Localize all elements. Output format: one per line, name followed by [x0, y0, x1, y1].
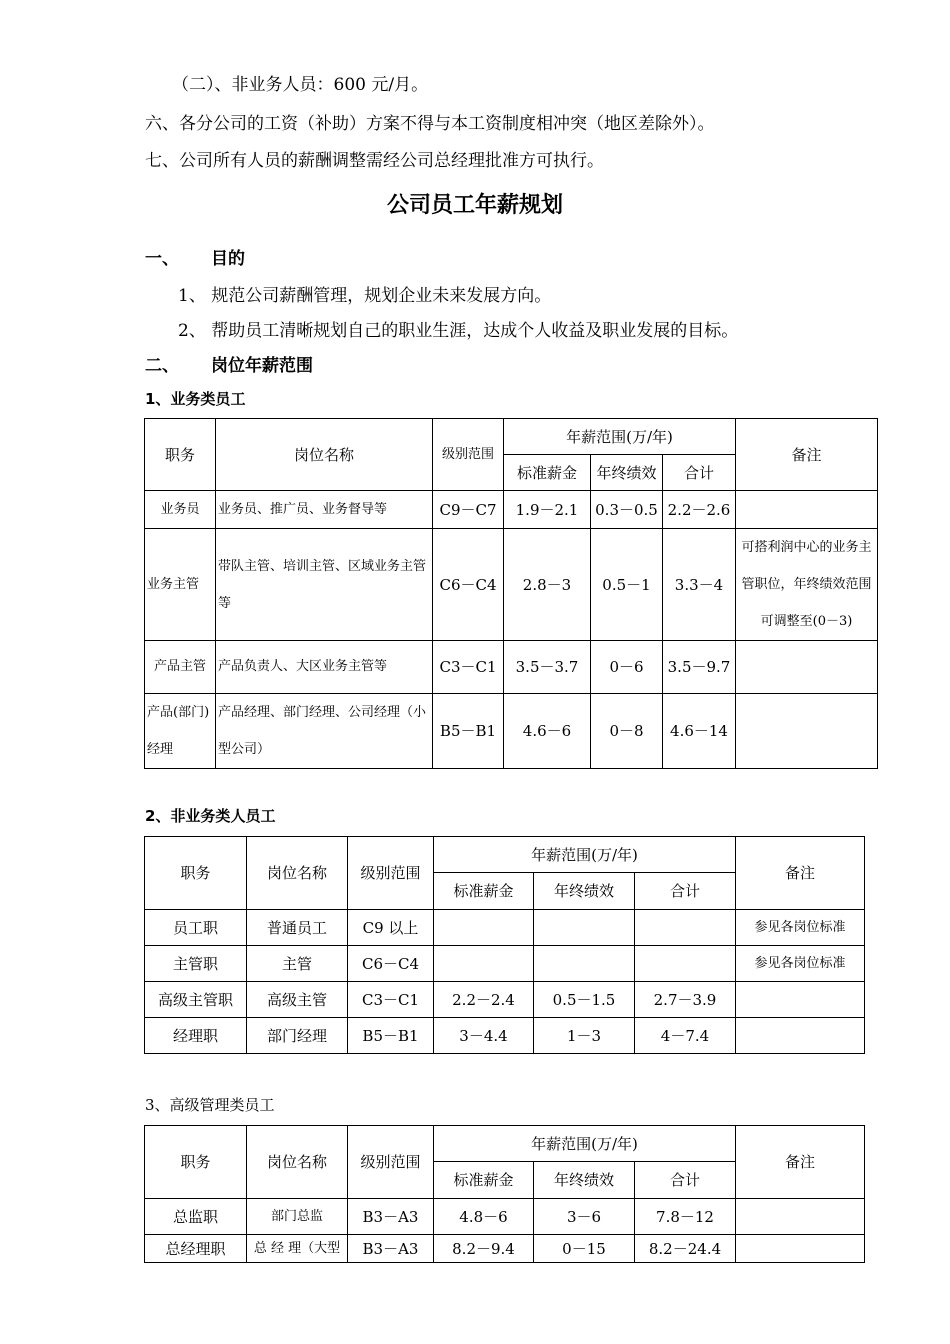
cell-duty: 总监职 — [145, 1199, 247, 1235]
cell-position: 主管 — [247, 946, 348, 982]
salary-table-business — [144, 418, 878, 769]
table-row — [145, 1199, 865, 1235]
cell-level: C3－C1 — [348, 982, 434, 1018]
cell-remark — [736, 694, 878, 769]
table-row — [145, 1018, 865, 1054]
cell-remark — [736, 1018, 865, 1054]
cell-remark — [736, 641, 878, 694]
cell-bonus: 0.5－1.5 — [534, 982, 635, 1018]
cell-position: 带队主管、培训主管、区域业务主管等 — [216, 529, 433, 641]
header-bonus: 年终绩效 — [534, 1162, 635, 1199]
table-label: 2、非业务类人员工 — [145, 807, 276, 825]
table-label: 3、高级管理类员工 — [145, 1096, 275, 1114]
cell-duty: 高级主管职 — [145, 982, 247, 1018]
cell-total — [635, 910, 736, 946]
cell-remark — [736, 982, 865, 1018]
header-remark: 备注 — [736, 837, 865, 910]
table-row — [145, 694, 878, 769]
cell-total: 8.2－24.4 — [635, 1235, 736, 1263]
cell-level: C6－C4 — [348, 946, 434, 982]
table-row — [145, 982, 865, 1018]
cell-position: 总 经 理（大型 — [247, 1235, 348, 1263]
salary-table-management — [144, 1125, 865, 1263]
salary-table-nonbusiness — [144, 836, 865, 1054]
text-line: 七、公司所有人员的薪酬调整需经公司总经理批准方可执行。 — [145, 151, 604, 171]
cell-duty: 产品主管 — [145, 641, 216, 694]
table-row — [145, 946, 865, 982]
cell-level: C9－C7 — [433, 491, 504, 529]
cell-level: B3－A3 — [348, 1199, 434, 1235]
cell-standard: 2.8－3 — [504, 529, 591, 641]
header-total: 合计 — [635, 1162, 736, 1199]
cell-remark — [736, 491, 878, 529]
cell-duty: 业务主管 — [145, 529, 216, 641]
header-position: 岗位名称 — [247, 1126, 348, 1199]
cell-duty: 业务员 — [145, 491, 216, 529]
table-label: 1、业务类员工 — [145, 390, 246, 408]
cell-duty: 总经理职 — [145, 1235, 247, 1263]
cell-remark — [736, 1199, 865, 1235]
header-total: 合计 — [663, 455, 736, 491]
cell-level: C6－C4 — [433, 529, 504, 641]
cell-bonus: 0.3－0.5 — [591, 491, 663, 529]
cell-total: 2.2－2.6 — [663, 491, 736, 529]
section-number: 二、 — [145, 356, 179, 376]
header-position: 岗位名称 — [247, 837, 348, 910]
cell-bonus: 1－3 — [534, 1018, 635, 1054]
cell-bonus — [534, 910, 635, 946]
header-position: 岗位名称 — [216, 419, 433, 491]
section-heading — [145, 351, 313, 376]
cell-position: 产品负责人、大区业务主管等 — [216, 641, 433, 694]
header-level: 级别范围 — [433, 419, 504, 491]
header-range: 年薪范围(万/年) — [504, 419, 736, 455]
cell-position: 普通员工 — [247, 910, 348, 946]
text-line: （二）、非业务人员：600 元/月。 — [172, 75, 429, 95]
cell-bonus: 0－8 — [591, 694, 663, 769]
cell-remark: 可搭利润中心的业务主管职位，年终绩效范围可调整至(0－3) — [736, 529, 878, 641]
header-remark: 备注 — [736, 419, 878, 491]
cell-bonus: 0－15 — [534, 1235, 635, 1263]
cell-level: B5－B1 — [348, 1018, 434, 1054]
cell-bonus: 3－6 — [534, 1199, 635, 1235]
header-bonus: 年终绩效 — [591, 455, 663, 491]
header-duty: 职务 — [145, 1126, 247, 1199]
table-row — [145, 1235, 865, 1263]
cell-total: 4.6－14 — [663, 694, 736, 769]
cell-total — [635, 946, 736, 982]
cell-standard: 8.2－9.4 — [434, 1235, 534, 1263]
cell-level: B3－A3 — [348, 1235, 434, 1263]
cell-standard — [434, 946, 534, 982]
cell-position: 业务员、推广员、业务督导等 — [216, 491, 433, 529]
cell-total: 2.7－3.9 — [635, 982, 736, 1018]
cell-bonus — [534, 946, 635, 982]
header-bonus: 年终绩效 — [534, 873, 635, 910]
cell-duty: 主管职 — [145, 946, 247, 982]
table-row — [145, 910, 865, 946]
cell-position: 产品经理、部门经理、公司经理（小型公司） — [216, 694, 433, 769]
header-level: 级别范围 — [348, 1126, 434, 1199]
cell-position: 部门总监 — [247, 1199, 348, 1235]
header-total: 合计 — [635, 873, 736, 910]
section-number: 一、 — [145, 249, 179, 269]
header-duty: 职务 — [145, 837, 247, 910]
list-item: 2、 帮助员工清晰规划自己的职业生涯，达成个人收益及职业发展的目标。 — [178, 321, 739, 341]
cell-remark: 参见各岗位标准 — [736, 910, 865, 946]
cell-level: C3－C1 — [433, 641, 504, 694]
header-duty: 职务 — [145, 419, 216, 491]
cell-standard: 1.9－2.1 — [504, 491, 591, 529]
header-level: 级别范围 — [348, 837, 434, 910]
header-range: 年薪范围(万/年) — [434, 837, 736, 873]
cell-level: C9 以上 — [348, 910, 434, 946]
cell-standard: 2.2－2.4 — [434, 982, 534, 1018]
text-line: 六、各分公司的工资（补助）方案不得与本工资制度相冲突（地区差除外）。 — [145, 114, 715, 134]
cell-standard: 3－4.4 — [434, 1018, 534, 1054]
header-standard: 标准薪金 — [504, 455, 591, 491]
header-range: 年薪范围(万/年) — [434, 1126, 736, 1162]
cell-duty: 产品(部门)经理 — [145, 694, 216, 769]
cell-total: 4－7.4 — [635, 1018, 736, 1054]
header-standard: 标准薪金 — [434, 1162, 534, 1199]
cell-total: 3.5－9.7 — [663, 641, 736, 694]
section-heading — [145, 244, 245, 269]
table-row — [145, 491, 878, 529]
cell-level: B5－B1 — [433, 694, 504, 769]
cell-standard — [434, 910, 534, 946]
table-row — [145, 529, 878, 641]
cell-standard: 3.5－3.7 — [504, 641, 591, 694]
cell-duty: 经理职 — [145, 1018, 247, 1054]
cell-bonus: 0.5－1 — [591, 529, 663, 641]
cell-bonus: 0－6 — [591, 641, 663, 694]
cell-standard: 4.8－6 — [434, 1199, 534, 1235]
cell-total: 3.3－4 — [663, 529, 736, 641]
cell-duty: 员工职 — [145, 910, 247, 946]
cell-remark: 参见各岗位标准 — [736, 946, 865, 982]
cell-position: 高级主管 — [247, 982, 348, 1018]
section-label: 岗位年薪范围 — [211, 356, 313, 376]
cell-remark — [736, 1235, 865, 1263]
header-standard: 标准薪金 — [434, 873, 534, 910]
list-item: 1、 规范公司薪酬管理，规划企业未来发展方向。 — [178, 286, 552, 306]
page-title: 公司员工年薪规划 — [386, 193, 563, 218]
cell-position: 部门经理 — [247, 1018, 348, 1054]
cell-total: 7.8－12 — [635, 1199, 736, 1235]
cell-standard: 4.6－6 — [504, 694, 591, 769]
table-row — [145, 641, 878, 694]
section-label: 目的 — [211, 249, 245, 269]
header-remark: 备注 — [736, 1126, 865, 1199]
